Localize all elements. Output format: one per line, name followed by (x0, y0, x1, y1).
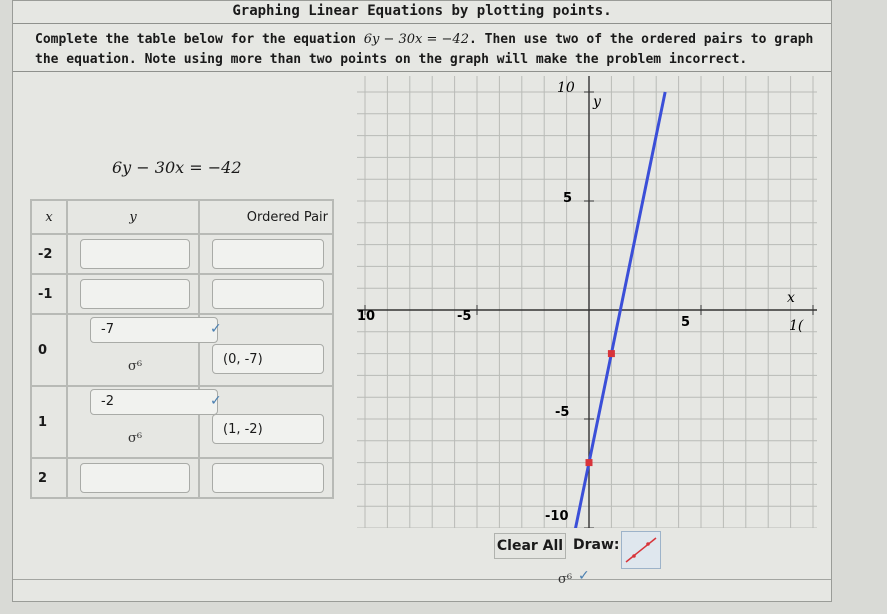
equation-label: 6y − 30x = −42 (112, 158, 242, 177)
tick-label-x-neg5: -5 (457, 309, 472, 324)
sigma-icon[interactable]: σ⁶ (558, 572, 573, 587)
values-table (30, 199, 334, 499)
header-x: x (31, 200, 67, 234)
tick-label-x-pos5: 5 (681, 315, 691, 330)
table-row (31, 314, 333, 386)
tick-label-x-neg10: 10 (357, 309, 376, 324)
tick-label-y-pos5: 5 (563, 191, 573, 206)
table-row (31, 386, 333, 458)
line-draw-tool-button[interactable] (621, 531, 661, 569)
x-value: -1 (31, 274, 67, 314)
instructions-text-1: Complete the table below for the equation (35, 32, 364, 47)
plotted-point[interactable] (608, 350, 615, 357)
tick-label-y-neg5: -5 (555, 405, 570, 420)
x-axis-label: x (787, 290, 795, 306)
instructions-text-2: . Then use two of the ordered pairs to graph (468, 32, 814, 47)
correct-check-icon: ✓ (578, 568, 590, 584)
table-row (31, 458, 333, 498)
page-title: Graphing Linear Equations by plotting points. (13, 1, 831, 24)
ordered-pair-input[interactable] (212, 463, 324, 493)
ordered-pair-input[interactable]: (1, -2) (212, 414, 324, 444)
x-value: 1 (31, 386, 67, 458)
draw-label: Draw: (573, 537, 620, 553)
tick-label-y-neg10: -10 (545, 509, 569, 524)
tick-label-x-pos10: 1( (789, 318, 804, 334)
y-input[interactable]: -2 (90, 389, 218, 415)
correct-check-icon: ✓ (210, 393, 222, 409)
divider (13, 579, 831, 580)
table-header-row (31, 200, 333, 234)
x-value: -2 (31, 234, 67, 274)
y-input[interactable] (80, 239, 190, 269)
ordered-pair-input[interactable]: (0, -7) (212, 344, 324, 374)
instructions-equation: 6y − 30x = −42 (363, 32, 469, 47)
tick-label-y-pos10: 10 (557, 80, 575, 96)
coordinate-graph[interactable] (357, 76, 817, 528)
correct-check-icon: ✓ (210, 321, 222, 337)
y-input[interactable]: -7 (90, 317, 218, 343)
instructions-text-3: the equation. Note using more than two points on the graph will make the problem incorrect. (35, 52, 748, 67)
ordered-pair-input[interactable] (212, 279, 324, 309)
table-row (31, 274, 333, 314)
clear-all-button[interactable]: Clear All (494, 533, 566, 559)
y-axis-label: y (593, 94, 601, 110)
sigma-icon[interactable]: σ⁶ (128, 359, 143, 374)
header-y: y (67, 200, 199, 234)
x-value: 0 (31, 314, 67, 386)
instructions (13, 24, 831, 72)
sigma-icon[interactable]: σ⁶ (128, 431, 143, 446)
ordered-pair-input[interactable] (212, 239, 324, 269)
y-input[interactable] (80, 463, 190, 493)
header-ordered-pair: Ordered Pair (199, 200, 333, 234)
plotted-point[interactable] (586, 459, 593, 466)
y-input[interactable] (80, 279, 190, 309)
line-tool-icon (622, 532, 660, 568)
table-row (31, 234, 333, 274)
x-value: 2 (31, 458, 67, 498)
